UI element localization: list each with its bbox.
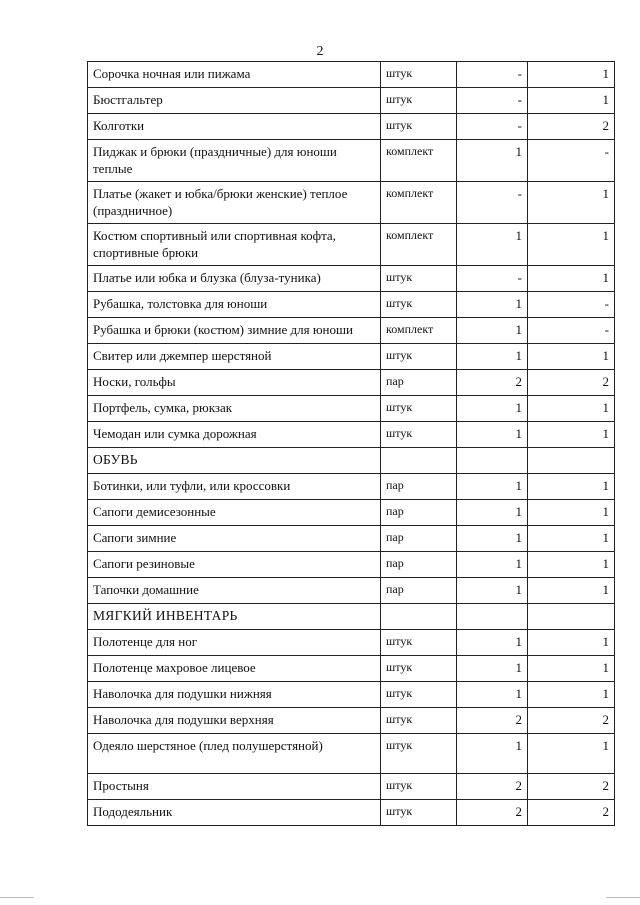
table-row xyxy=(88,344,615,370)
unit-cell: штук xyxy=(381,292,457,318)
item-name-cell: Полотенце махровое лицевое xyxy=(88,656,381,682)
quantity-2-cell: 1 xyxy=(528,182,615,224)
quantity-2-cell xyxy=(528,448,615,474)
quantity-2-cell: 1 xyxy=(528,266,615,292)
unit-cell: пар xyxy=(381,370,457,396)
unit-cell: штук xyxy=(381,682,457,708)
unit-cell: штук xyxy=(381,114,457,140)
table-row xyxy=(88,682,615,708)
scan-edge-left xyxy=(0,897,34,898)
quantity-2-cell: 1 xyxy=(528,88,615,114)
item-name-cell: Костюм спортивный или спортивная кофта, спортивные брюки xyxy=(88,224,381,266)
unit-cell: штук xyxy=(381,708,457,734)
table-row xyxy=(88,800,615,826)
unit-cell: штук xyxy=(381,396,457,422)
quantity-1-cell: - xyxy=(457,266,528,292)
unit-cell: комплект xyxy=(381,318,457,344)
quantity-1-cell: - xyxy=(457,182,528,224)
quantity-2-cell: 1 xyxy=(528,224,615,266)
table-row xyxy=(88,526,615,552)
table-row xyxy=(88,734,615,774)
quantity-2-cell: 1 xyxy=(528,422,615,448)
table-row xyxy=(88,114,615,140)
quantity-2-cell: 1 xyxy=(528,552,615,578)
scan-edge-right xyxy=(606,897,640,898)
item-name-cell: Наволочка для подушки верхняя xyxy=(88,708,381,734)
quantity-1-cell: 1 xyxy=(457,682,528,708)
items-table-body xyxy=(88,62,615,826)
quantity-1-cell: 1 xyxy=(457,422,528,448)
table-row xyxy=(88,62,615,88)
quantity-1-cell: 2 xyxy=(457,800,528,826)
quantity-1-cell: 1 xyxy=(457,396,528,422)
item-name-cell: Рубашка и брюки (костюм) зимние для юноши xyxy=(88,318,381,344)
quantity-1-cell: 1 xyxy=(457,656,528,682)
table-row xyxy=(88,578,615,604)
table-row xyxy=(88,182,615,224)
unit-cell: штук xyxy=(381,734,457,774)
quantity-1-cell xyxy=(457,448,528,474)
table-row xyxy=(88,292,615,318)
unit-cell xyxy=(381,604,457,630)
table-row xyxy=(88,630,615,656)
unit-cell xyxy=(381,448,457,474)
item-name-cell: Сапоги зимние xyxy=(88,526,381,552)
table-row xyxy=(88,140,615,182)
item-name-cell: Сорочка ночная или пижама xyxy=(88,62,381,88)
item-name-cell: Тапочки домашние xyxy=(88,578,381,604)
quantity-2-cell: 2 xyxy=(528,114,615,140)
item-name-cell: Портфель, сумка, рюкзак xyxy=(88,396,381,422)
table-row xyxy=(88,266,615,292)
item-name-cell: МЯГКИЙ ИНВЕНТАРЬ xyxy=(88,604,381,630)
item-name-cell: Одеяло шерстяное (плед полушерстяной) xyxy=(88,734,381,774)
unit-cell: штук xyxy=(381,774,457,800)
quantity-1-cell xyxy=(457,604,528,630)
quantity-2-cell: 2 xyxy=(528,370,615,396)
section-row xyxy=(88,448,615,474)
table-row xyxy=(88,396,615,422)
item-name-cell: Платье (жакет и юбка/брюки женские) теплое (праздничное) xyxy=(88,182,381,224)
quantity-1-cell: 2 xyxy=(457,370,528,396)
quantity-2-cell: 2 xyxy=(528,800,615,826)
quantity-1-cell: 1 xyxy=(457,224,528,266)
table-row xyxy=(88,318,615,344)
table-row xyxy=(88,474,615,500)
item-name-cell: ОБУВЬ xyxy=(88,448,381,474)
unit-cell: комплект xyxy=(381,182,457,224)
quantity-2-cell: 1 xyxy=(528,500,615,526)
unit-cell: комплект xyxy=(381,140,457,182)
item-name-cell: Простыня xyxy=(88,774,381,800)
item-name-cell: Бюстгальтер xyxy=(88,88,381,114)
table-row xyxy=(88,370,615,396)
unit-cell: пар xyxy=(381,474,457,500)
item-name-cell: Колготки xyxy=(88,114,381,140)
unit-cell: штук xyxy=(381,800,457,826)
item-name-cell: Полотенце для ног xyxy=(88,630,381,656)
unit-cell: штук xyxy=(381,630,457,656)
unit-cell: штук xyxy=(381,422,457,448)
unit-cell: штук xyxy=(381,266,457,292)
quantity-1-cell: 1 xyxy=(457,630,528,656)
item-name-cell: Свитер или джемпер шерстяной xyxy=(88,344,381,370)
quantity-1-cell: - xyxy=(457,88,528,114)
table-row xyxy=(88,774,615,800)
section-row xyxy=(88,604,615,630)
unit-cell: пар xyxy=(381,578,457,604)
quantity-2-cell: 1 xyxy=(528,474,615,500)
quantity-1-cell: 1 xyxy=(457,292,528,318)
table-row xyxy=(88,500,615,526)
quantity-2-cell: 1 xyxy=(528,682,615,708)
quantity-2-cell: 1 xyxy=(528,526,615,552)
quantity-1-cell: 1 xyxy=(457,578,528,604)
unit-cell: штук xyxy=(381,62,457,88)
unit-cell: штук xyxy=(381,344,457,370)
page-number: 2 xyxy=(316,44,324,59)
quantity-2-cell: 2 xyxy=(528,708,615,734)
item-name-cell: Сапоги демисезонные xyxy=(88,500,381,526)
table-row xyxy=(88,422,615,448)
quantity-2-cell: 1 xyxy=(528,344,615,370)
item-name-cell: Ботинки, или туфли, или кроссовки xyxy=(88,474,381,500)
unit-cell: штук xyxy=(381,656,457,682)
item-name-cell: Рубашка, толстовка для юноши xyxy=(88,292,381,318)
quantity-2-cell: 1 xyxy=(528,578,615,604)
quantity-2-cell: - xyxy=(528,318,615,344)
quantity-2-cell: 1 xyxy=(528,734,615,774)
quantity-1-cell: 1 xyxy=(457,474,528,500)
unit-cell: пар xyxy=(381,500,457,526)
unit-cell: пар xyxy=(381,552,457,578)
quantity-2-cell: - xyxy=(528,140,615,182)
quantity-1-cell: 2 xyxy=(457,774,528,800)
item-name-cell: Чемодан или сумка дорожная xyxy=(88,422,381,448)
quantity-2-cell: 1 xyxy=(528,630,615,656)
table-row xyxy=(88,552,615,578)
item-name-cell: Носки, гольфы xyxy=(88,370,381,396)
quantity-1-cell: 1 xyxy=(457,734,528,774)
item-name-cell: Сапоги резиновые xyxy=(88,552,381,578)
quantity-1-cell: 1 xyxy=(457,500,528,526)
quantity-1-cell: - xyxy=(457,114,528,140)
quantity-1-cell: 1 xyxy=(457,140,528,182)
quantity-2-cell: - xyxy=(528,292,615,318)
table-row xyxy=(88,656,615,682)
quantity-1-cell: - xyxy=(457,62,528,88)
unit-cell: штук xyxy=(381,88,457,114)
quantity-2-cell: 1 xyxy=(528,396,615,422)
table-row xyxy=(88,88,615,114)
item-name-cell: Платье или юбка и блузка (блуза-туника) xyxy=(88,266,381,292)
unit-cell: комплект xyxy=(381,224,457,266)
quantity-2-cell xyxy=(528,604,615,630)
quantity-1-cell: 1 xyxy=(457,552,528,578)
quantity-1-cell: 1 xyxy=(457,344,528,370)
item-name-cell: Пододеяльник xyxy=(88,800,381,826)
items-table xyxy=(87,61,615,826)
quantity-1-cell: 1 xyxy=(457,526,528,552)
table-row xyxy=(88,224,615,266)
quantity-2-cell: 1 xyxy=(528,656,615,682)
quantity-2-cell: 1 xyxy=(528,62,615,88)
item-name-cell: Наволочка для подушки нижняя xyxy=(88,682,381,708)
quantity-1-cell: 1 xyxy=(457,318,528,344)
table-row xyxy=(88,708,615,734)
unit-cell: пар xyxy=(381,526,457,552)
quantity-1-cell: 2 xyxy=(457,708,528,734)
quantity-2-cell: 2 xyxy=(528,774,615,800)
item-name-cell: Пиджак и брюки (праздничные) для юноши теплые xyxy=(88,140,381,182)
